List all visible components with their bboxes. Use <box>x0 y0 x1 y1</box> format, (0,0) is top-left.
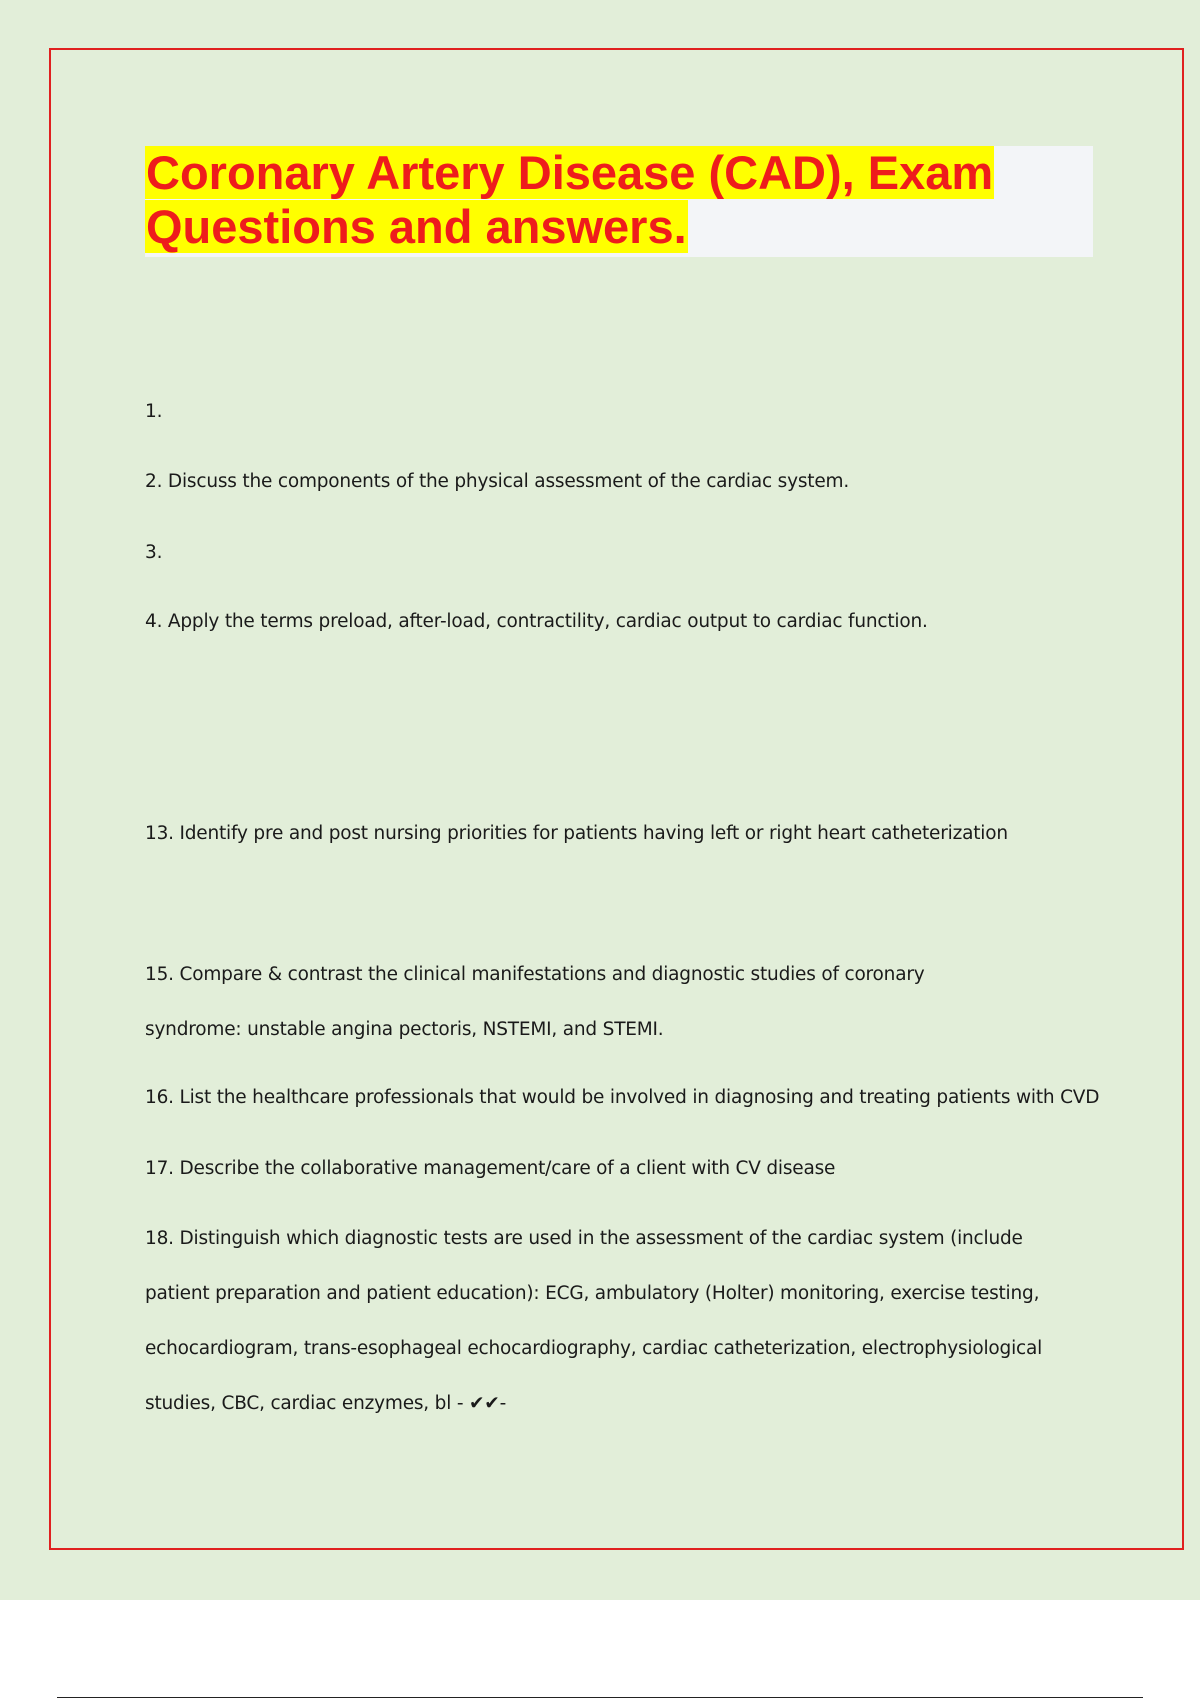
question-1: 1. <box>145 401 163 422</box>
document-title <box>145 146 1045 254</box>
question-15: 15. Compare & contrast the clinical manifestations and diagnostic studies of coronary syndrome: unstable angina pectoris, NSTEMI, and STEMI. <box>145 964 925 1040</box>
question-2: 2. Discuss the components of the physical assessment of the cardiac system. <box>145 471 850 492</box>
footer-rule <box>57 1697 1143 1698</box>
question-16: 16. List the healthcare professionals that would be involved in diagnosing and treating patients with CVD <box>145 1087 1100 1108</box>
question-4: 4. Apply the terms preload, after-load, contractility, cardiac output to cardiac function. <box>145 611 928 632</box>
document-title-line-2: Questions and answers. <box>146 200 687 253</box>
question-18: 18. Distinguish which diagnostic tests are used in the assessment of the cardiac system (include patient preparation and patient education): ECG, ambulatory (Holter) monitoring, exercise testing, echocardiogram, trans-esophageal echocardiography, cardiac catheterization, electrophysiological studies, CBC, cardiac enzymes, bl - ✔✔- <box>145 1228 1043 1414</box>
question-13: 13. Identify pre and post nursing priorities for patients having left or right heart catheterization <box>145 823 1008 844</box>
document-title-line-1: Coronary Artery Disease (CAD), Exam <box>146 146 994 199</box>
question-3: 3. <box>145 542 163 563</box>
question-17: 17. Describe the collaborative management/care of a client with CV disease <box>145 1158 836 1179</box>
